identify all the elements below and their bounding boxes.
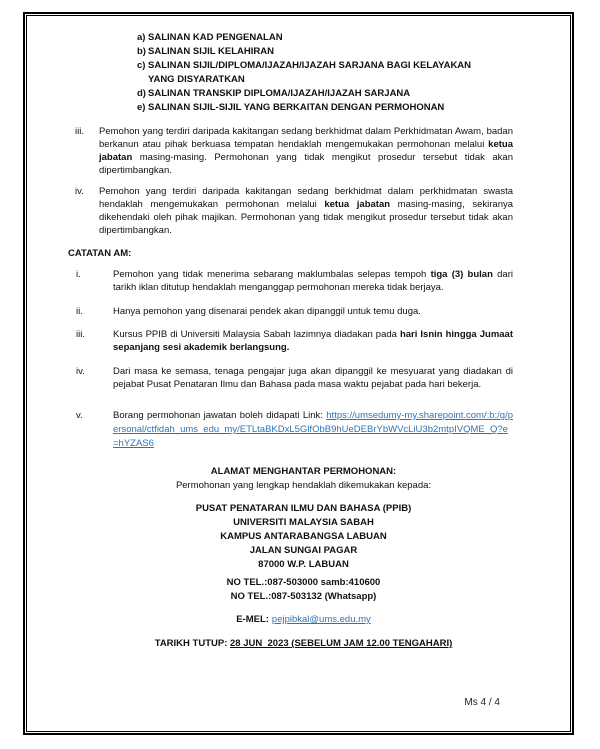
list-item (137, 87, 513, 101)
list-marker: a) (137, 32, 146, 43)
attachment-list (137, 31, 513, 115)
note-seg: Hanya pemohon yang disenarai pendek akan dipanggil untuk temu duga. (113, 306, 421, 317)
address-line: JALAN SUNGAI PAGAR (249, 545, 358, 556)
catatan-heading: CATATAN AM: (68, 248, 132, 259)
catatan-item-i (68, 268, 513, 294)
address-line: PUSAT PENATARAN ILMU DAN BAHASA (PPIB) (195, 503, 412, 514)
address-line: 87000 W.P. LABUAN (258, 559, 349, 570)
alamat-subheading: Permohonan yang lengkap hendaklah dikemukakan kepada: (175, 480, 432, 491)
note-text (113, 305, 513, 318)
note-marker: v. (76, 410, 83, 421)
address-line: KAMPUS ANTARABANGSA LABUAN (220, 531, 387, 542)
document-content (26, 15, 571, 732)
address-line: UNIVERSITI MALAYSIA SABAH (233, 517, 374, 528)
note-seg: Kursus PPIB di Universiti Malaysia Sabah lazimnya diadakan pada (113, 329, 400, 340)
list-item-text: SALINAN TRANSKIP DIPLOMA/IJAZAH/IJAZAH SARJANA (148, 88, 411, 99)
list-marker: d) (137, 88, 146, 99)
note-bold-seg: hari Isnin hingga Jumaat sepanjang sesi akademik berlangsung. (113, 329, 513, 353)
note-seg: masing-masing. Permohonan yang tidak mengikut prosedur tersebut tidak akan dipertimbangkan. (99, 152, 513, 176)
note-text (113, 409, 513, 451)
note-seg: Dari masa ke semasa, tenaga pengajar juga akan dipanggil ke mesyuarat yang diadakan di pejabat Pusat Penataran Ilmu dan Bahasa pada masa waktu pejabat pada hari bekerja. (113, 366, 513, 390)
alamat-heading: ALAMAT MENGHANTAR PERMOHONAN: (210, 466, 397, 477)
list-marker: b) (137, 46, 146, 57)
note-bold-seg: ketua jabatan (99, 139, 513, 163)
note-seg: Pemohon yang terdiri daripada kakitangan sedang berkhidmat dalam Perkhidmatan Awam, badan berkanun atau pihak berkuasa tempatan hendaklah mengemukakan permohonan melalui (99, 126, 513, 150)
list-item (137, 31, 513, 45)
note-seg: masing-masing, sekiranya dikehendaki oleh pihak majikan. Permohonan yang tidak mengikut prosedur tersebut tidak akan dipertimbangkan. (99, 199, 514, 236)
procedure-note-iv (68, 185, 513, 237)
catatan-item-ii (68, 305, 513, 318)
phone-line: NO TEL.:087-503132 (Whatsapp) (230, 591, 377, 602)
page-number: Ms 4 / 4 (464, 697, 500, 708)
list-marker: c) (137, 60, 146, 71)
email-link[interactable]: pejpibkal@ums.edu.my (271, 614, 371, 625)
email-label: E-MEL: (236, 614, 269, 625)
note-seg: Borang permohonan jawatan boleh didapati Link: (113, 410, 327, 421)
list-item-text: SALINAN KAD PENGENALAN (148, 32, 283, 43)
phone-line: NO TEL.:087-503000 samb:410600 (226, 577, 381, 588)
note-text (113, 268, 513, 294)
page-border (23, 12, 574, 735)
email-block (68, 613, 539, 627)
alamat-section (68, 465, 539, 493)
application-form-link[interactable]: https://umsedumy-my.sharepoint.com/:b:/g/personal/ctfidah_ums_edu_my/ETLtaBKDxL5GlfObB9hUeDEBrYbWVcLiU3b2mtpIVQME_Q?e=hYZAS6 (113, 410, 513, 449)
note-marker: iii. (76, 329, 85, 340)
list-item-text (148, 59, 504, 87)
list-marker: e) (137, 102, 146, 113)
note-seg: Pemohon yang terdiri daripada kakitangan sedang berkhidmat dalam perkhidmatan swasta hendaklah mengemukakan permohonan melalui (99, 186, 513, 210)
note-seg: dari tarikh iklan ditutup hendaklah menganggap permohonan mereka tidak berjaya. (113, 269, 513, 293)
closing-date-block (68, 637, 539, 651)
note-text (99, 185, 513, 237)
note-seg: Pemohon yang tidak menerima sebarang maklumbalas selepas tempoh (113, 269, 431, 280)
note-marker: iv. (76, 366, 85, 377)
closing-date-label: TARIKH TUTUP: (154, 638, 228, 649)
catatan-item-v (68, 409, 513, 451)
list-item (137, 59, 513, 87)
note-bold-seg: ketua jabatan (324, 199, 391, 210)
procedure-note-iii (68, 125, 513, 177)
note-marker: ii. (76, 306, 83, 317)
address-block (68, 502, 539, 572)
note-marker: iii. (75, 126, 84, 137)
catatan-item-iv (68, 365, 513, 391)
list-item-text: SALINAN SIJIL-SIJIL YANG BERKAITAN DENGAN PERMOHONAN (148, 102, 445, 113)
list-item (137, 45, 513, 59)
list-item (137, 101, 513, 115)
note-text (113, 365, 513, 391)
list-item-line1: SALINAN SIJIL/DIPLOMA/IJAZAH/IJAZAH SARJANA BAGI KELAYAKAN (148, 60, 472, 71)
note-marker: i. (76, 269, 81, 280)
closing-date-value: 28 JUN 2023 (SEBELUM JAM 12.00 TENGAHARI) (230, 638, 453, 649)
catatan-item-iii (68, 328, 513, 354)
list-item-text: SALINAN SIJIL KELAHIRAN (148, 46, 274, 57)
note-text (99, 125, 513, 177)
note-marker: iv. (75, 186, 84, 197)
note-bold-seg: tiga (3) bulan (430, 269, 493, 280)
note-text (113, 328, 513, 354)
list-item-line2: YANG DISYARATKAN (148, 74, 245, 85)
phone-block (68, 576, 539, 604)
